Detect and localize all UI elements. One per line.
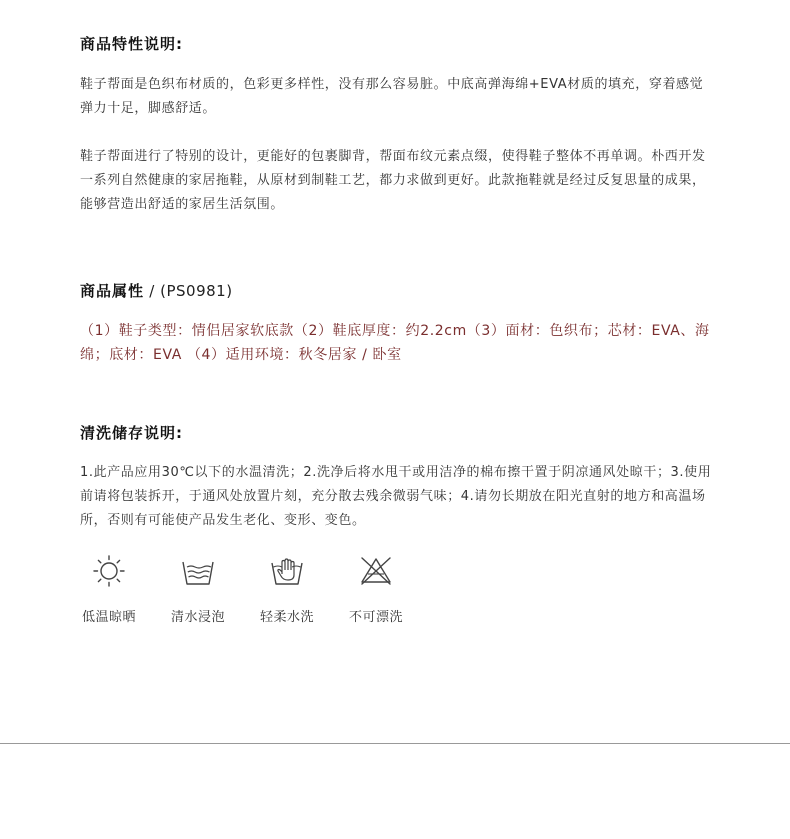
features-title: 商品特性说明: — [80, 35, 183, 53]
bottom-divider — [0, 743, 790, 744]
care-icons-row — [82, 554, 422, 634]
care-item-hand-wash — [260, 554, 330, 625]
attributes-model-code: / (PS0981) — [144, 282, 233, 300]
attributes-title-main: 商品属性 — [80, 282, 145, 300]
care-label-hand-wash: 轻柔水洗 — [260, 610, 315, 625]
features-paragraph-1: 鞋子帮面是色织布材质的，色彩更多样性，没有那么容易脏。中底高弹海绵+EVA材质的填充，穿着感觉弹力十足，脚感舒适。 — [80, 77, 704, 116]
care-title: 清洗储存说明: — [80, 424, 183, 442]
attributes-text: （1）鞋子类型：情侣居家软底款（2）鞋底厚度：约2.2cm（3）面材：色织布；芯材：EVA、海绵；底材：EVA （4）适用环境：秋冬居家 / 卧室 — [80, 323, 710, 363]
care-item-basin — [171, 554, 241, 625]
features-paragraph-2: 鞋子帮面进行了特别的设计，更能好的包裹脚背，帮面布纹元素点缀，使得鞋子整体不再单调。朴西开发一系列自然健康的家居拖鞋，从原材到制鞋工艺，都力求做到更好。此款拖鞋就是经过反复思量的成果，能够营造出舒适的家居生活氛围。 — [80, 149, 706, 212]
basin-icon — [181, 554, 215, 588]
care-label-no-bleach: 不可漂洗 — [349, 610, 404, 625]
care-label-basin: 清水浸泡 — [171, 610, 226, 625]
care-label-sun: 低温晾晒 — [82, 610, 137, 625]
care-item-sun — [82, 554, 152, 625]
care-item-no-bleach — [349, 554, 419, 625]
no-bleach-icon — [359, 554, 393, 588]
care-text: 1.此产品应用30℃以下的水温清洗；2.洗净后将水甩干或用洁净的棉布擦干置于阴凉通风处晾干；3.使用前请将包装拆开，于通风处放置片刻，充分散去残余微弱气味；4.请勿长期放在阳光直射的地方和高温场所，否则有可能使产品发生老化、变形、变色。 — [80, 465, 712, 528]
attributes-title — [80, 280, 233, 301]
hand-wash-icon — [270, 554, 304, 588]
sun-icon — [92, 554, 126, 588]
